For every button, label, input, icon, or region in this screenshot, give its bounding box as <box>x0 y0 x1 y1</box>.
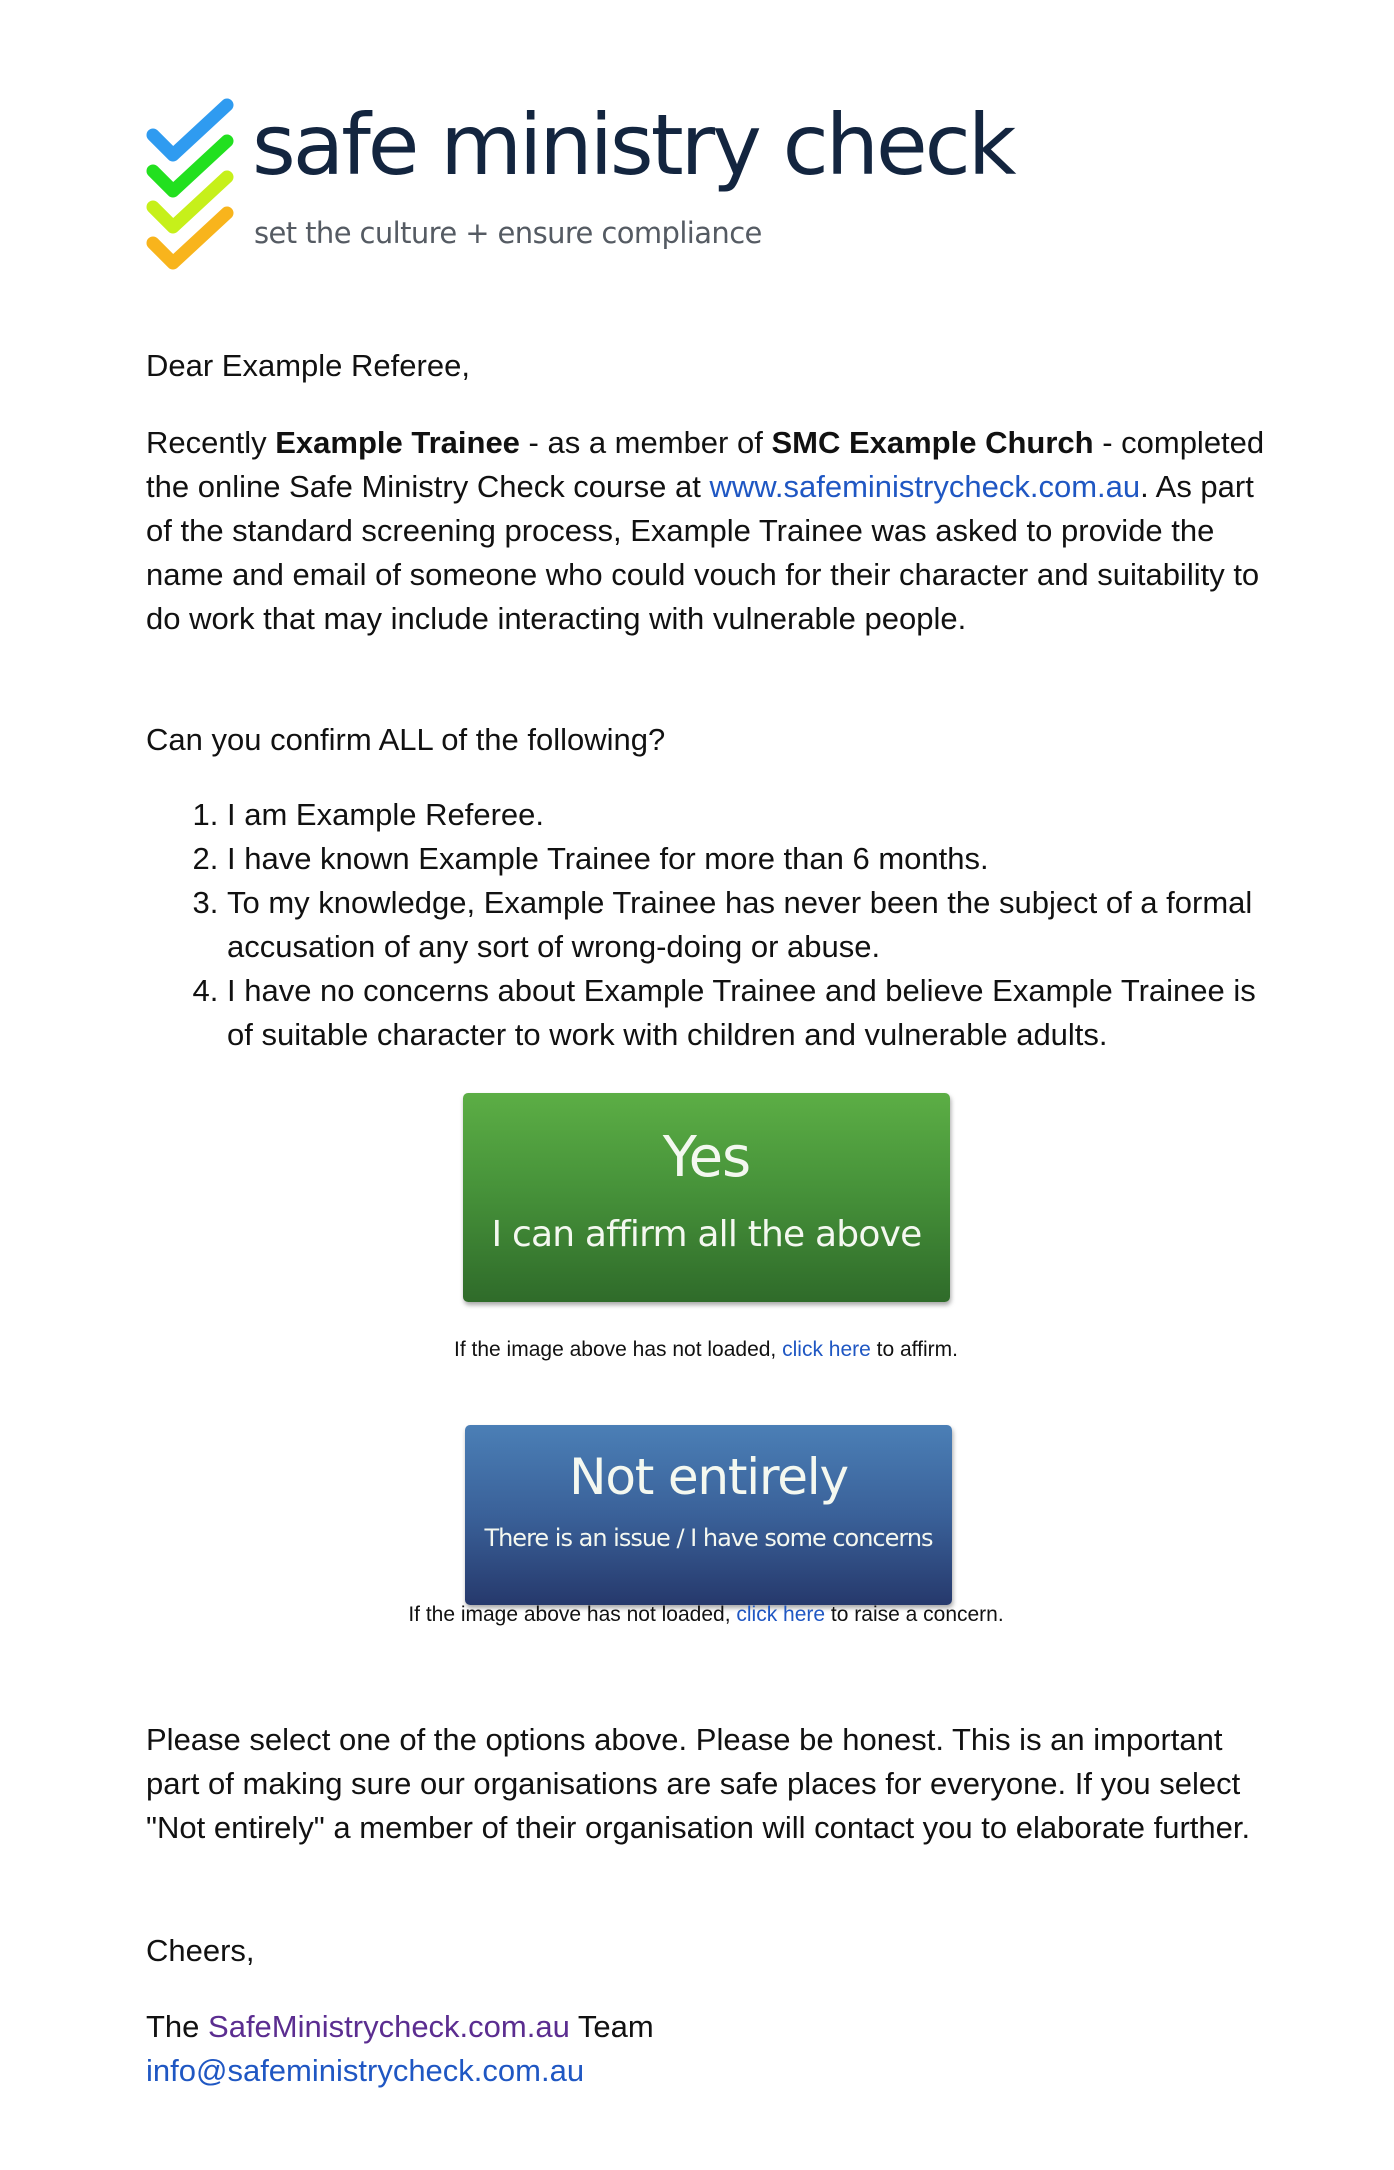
support-email-link[interactable]: info@safeministrycheck.com.au <box>146 2053 585 2088</box>
list-item: 3. To my knowledge, Example Trainee has never been the subject of a formal accusation of any sort of wrong-doing or abuse. <box>227 881 1276 969</box>
logo-wordmark: safe ministry check <box>252 96 1014 194</box>
caption-text: to raise a concern. <box>825 1603 1004 1626</box>
signoff-text: Cheers, <box>146 1933 255 1968</box>
website-link[interactable]: www.safeministrycheck.com.au <box>709 469 1141 504</box>
trainee-name: Example Trainee <box>275 425 520 460</box>
question <box>146 718 1276 762</box>
intro-text: . As part of the standard screening process, Example Trainee was asked to provide the name and email of someone who could vouch for their character and suitability to do work that may include interacting with vulnerable people. <box>146 469 1260 636</box>
yes-fallback-caption <box>146 1337 1266 1363</box>
logo-checkmarks-icon <box>143 95 235 275</box>
intro-text: - as a member of <box>519 425 772 460</box>
greeting <box>146 344 1276 388</box>
affirm-click-here-link[interactable]: click here <box>782 1338 871 1361</box>
signature <box>146 2005 1276 2093</box>
concern-click-here-link[interactable]: click here <box>736 1603 826 1626</box>
signature-text: The <box>146 2009 209 2044</box>
closing-text: Please select one of the options above. Please be honest. This is an important part of making sure our organisations are safe places for everyone. If you select "Not entirely" a member of their organisation will contact you to elaborate further. <box>146 1722 1251 1845</box>
intro-paragraph <box>146 421 1276 641</box>
question-text: Can you confirm ALL of the following? <box>146 722 666 757</box>
no-button-subtitle: There is an issue / I have some concerns <box>484 1524 933 1552</box>
yes-button-subtitle: I can affirm all the above <box>491 1214 922 1255</box>
not-entirely-button[interactable] <box>465 1425 952 1605</box>
caption-text: If the image above has not loaded, <box>408 1603 737 1626</box>
list-item: 1. I am Example Referee. <box>227 793 1276 837</box>
no-fallback-caption <box>146 1602 1266 1628</box>
greeting-text: Dear Example Referee, <box>146 348 470 383</box>
no-button-title: Not entirely <box>569 1448 848 1506</box>
yes-button-title: Yes <box>662 1125 751 1190</box>
church-name: SMC Example Church <box>771 425 1094 460</box>
caption-text: If the image above has not loaded, <box>454 1338 783 1361</box>
intro-text: Recently <box>146 425 276 460</box>
list-item: 4. I have no concerns about Example Trainee and believe Example Trainee is of suitable character to work with children and vulnerable adults. <box>227 969 1276 1057</box>
signature-text: Team <box>569 2009 654 2044</box>
logo-tagline: set the culture + ensure compliance <box>254 216 762 250</box>
closing-paragraph <box>146 1718 1276 1850</box>
intro-text: - completed the online Safe Ministry Check course at <box>146 425 1265 504</box>
signature-site-link[interactable]: SafeMinistrycheck.com.au <box>208 2009 570 2044</box>
list-item: 2. I have known Example Trainee for more than 6 months. <box>227 837 1276 881</box>
confirm-list <box>146 793 1276 1057</box>
caption-text: to affirm. <box>870 1338 958 1361</box>
yes-affirm-button[interactable] <box>463 1093 950 1302</box>
signoff <box>146 1929 1276 1973</box>
